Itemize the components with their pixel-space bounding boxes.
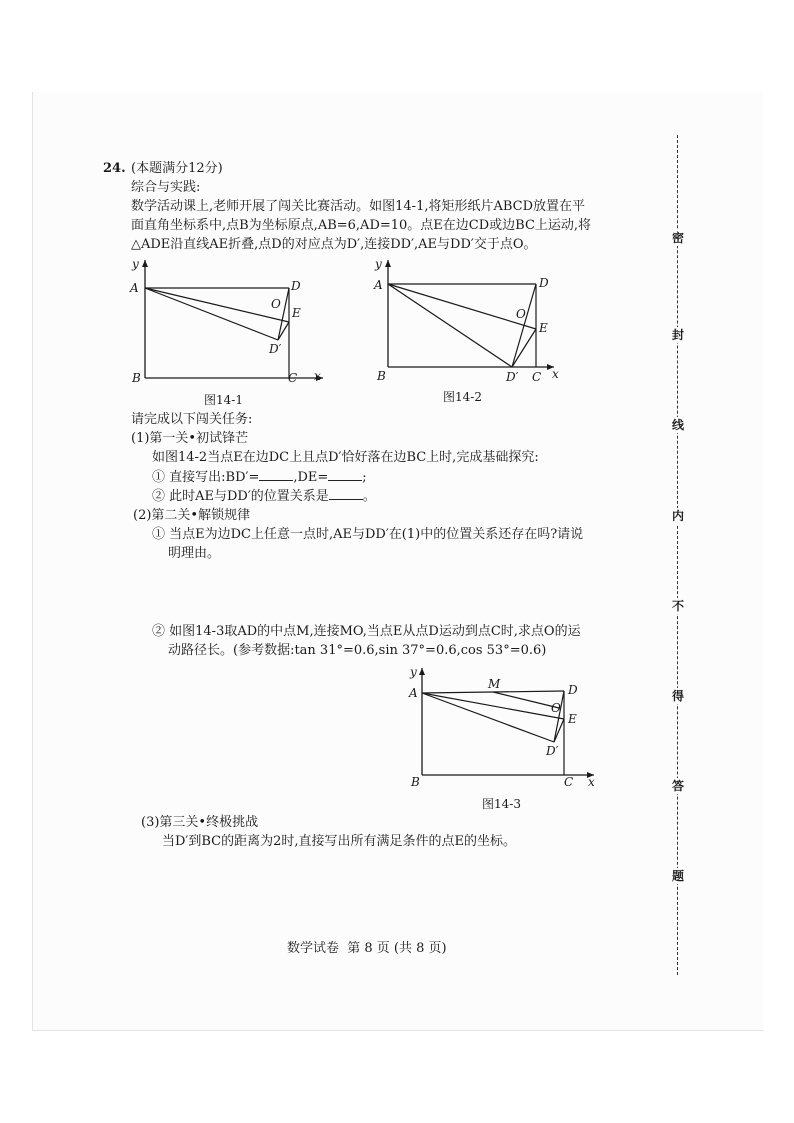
fig3-label-Dp: D′	[546, 744, 559, 758]
fig3-label-O: O	[551, 701, 561, 715]
fig3-label-C: C	[564, 775, 574, 789]
part1-question-1	[152, 468, 367, 486]
seal-char-4: 内	[669, 508, 687, 524]
fig3-label-M: M	[488, 677, 501, 691]
part3-text: 当D′到BC的距离为2时,直接写出所有满足条件的点E的坐标。	[162, 834, 517, 849]
fig1-label-Dp: D′	[269, 342, 282, 356]
position-answer-blank[interactable]	[329, 487, 363, 500]
fig3-label-y: y	[410, 665, 417, 679]
seal-char-2: 封	[669, 327, 687, 343]
task-intro: 请完成以下闯关任务:	[131, 412, 253, 427]
fig1-label-C: C	[288, 371, 298, 385]
seal-dashed-line	[677, 135, 678, 975]
fig2-label-Dp: D′	[506, 370, 519, 384]
question-points: (本题满分12分)	[131, 161, 223, 176]
fig3-label-D: D	[568, 683, 578, 697]
fig2-label-B: B	[377, 369, 386, 383]
fig2-label-O: O	[516, 307, 526, 321]
seal-char-6: 得	[669, 688, 687, 704]
seal-char-3: 线	[669, 417, 687, 433]
page-footer: 数学试卷 第 8 页 (共 8 页)	[287, 941, 447, 956]
fig2-label-A: A	[374, 278, 383, 292]
fig1-label-D: D	[291, 279, 301, 293]
de-answer-blank[interactable]	[328, 468, 362, 481]
intro-line-1: 数学活动课上,老师开展了闯关比赛活动。如图14-1,将矩形纸片ABCD放置在平	[131, 199, 586, 214]
intro-line-3: △ADE沿直线AE折叠,点D的对应点为D′,连接DD′,AE与DD′交于点O。	[131, 237, 537, 252]
figure-14-3	[404, 662, 604, 792]
figure-14-2	[368, 256, 568, 396]
fig3-label-A: A	[409, 686, 418, 700]
seal-char-8: 题	[669, 868, 687, 884]
question-category: 综合与实践:	[131, 180, 201, 195]
figure-14-1	[125, 256, 345, 396]
part1-q1-prefix: ① 直接写出:BD′=	[152, 470, 260, 485]
fig3-label-x: x	[588, 775, 595, 789]
fig2-label-C: C	[532, 370, 542, 384]
part2-title: (2)第二关•解锁规律	[133, 508, 251, 523]
fig1-label-O: O	[271, 297, 281, 311]
part2-q1-line-2: 明理由。	[168, 546, 221, 561]
fig1-label-y: y	[132, 257, 139, 271]
seal-char-7: 答	[669, 778, 687, 794]
fig2-label-y: y	[375, 257, 382, 271]
part1-question-2	[152, 487, 376, 505]
part2-q1-line-1: ① 当点E为边DC上任意一点时,AE与DD′在(1)中的位置关系还存在吗?请说	[152, 527, 584, 542]
part1-q1-mid: ,DE=	[293, 470, 329, 485]
seal-char-1: 密	[669, 230, 687, 246]
figure-14-3-caption: 图14-3	[482, 797, 521, 811]
fig1-label-E: E	[292, 306, 301, 320]
part3-title: (3)第三关•终极挑战	[141, 815, 259, 830]
figure-14-1-caption: 图14-1	[204, 393, 243, 407]
part1-title: (1)第一关•初试锋芒	[131, 431, 249, 446]
part2-q2-line-1: ② 如图14-3取AD的中点M,连接MO,当点E从点D运动到点C时,求点O的运	[152, 624, 581, 639]
fig3-label-B: B	[411, 775, 420, 789]
part1-q2-prefix: ② 此时AE与DD′的位置关系是	[152, 489, 329, 504]
fig2-label-x: x	[552, 367, 559, 381]
fig2-label-D: D	[539, 276, 549, 290]
fig1-label-B: B	[132, 371, 141, 385]
fig3-label-E: E	[568, 712, 577, 726]
question-number: 24.	[103, 161, 126, 176]
fig1-label-x: x	[314, 369, 321, 383]
part2-q2-line-2: 动路径长。(参考数据:tan 31°=0.6,sin 37°=0.6,cos 53°=0.6)	[168, 643, 547, 658]
part1-text: 如图14-2当点E在边DC上且点D′恰好落在边BC上时,完成基础探究:	[152, 450, 539, 465]
fig2-label-E: E	[539, 321, 548, 335]
part1-q2-end: 。	[362, 489, 376, 504]
figure-14-2-caption: 图14-2	[443, 390, 482, 404]
seal-char-5: 不	[669, 598, 687, 614]
intro-line-2: 面直角坐标系中,点B为坐标原点,AB=6,AD=10。点E在边CD或边BC上运动,将	[131, 218, 592, 233]
part1-q1-end: ;	[362, 470, 367, 485]
bd-answer-blank[interactable]	[259, 468, 293, 481]
fig1-label-A: A	[130, 281, 139, 295]
